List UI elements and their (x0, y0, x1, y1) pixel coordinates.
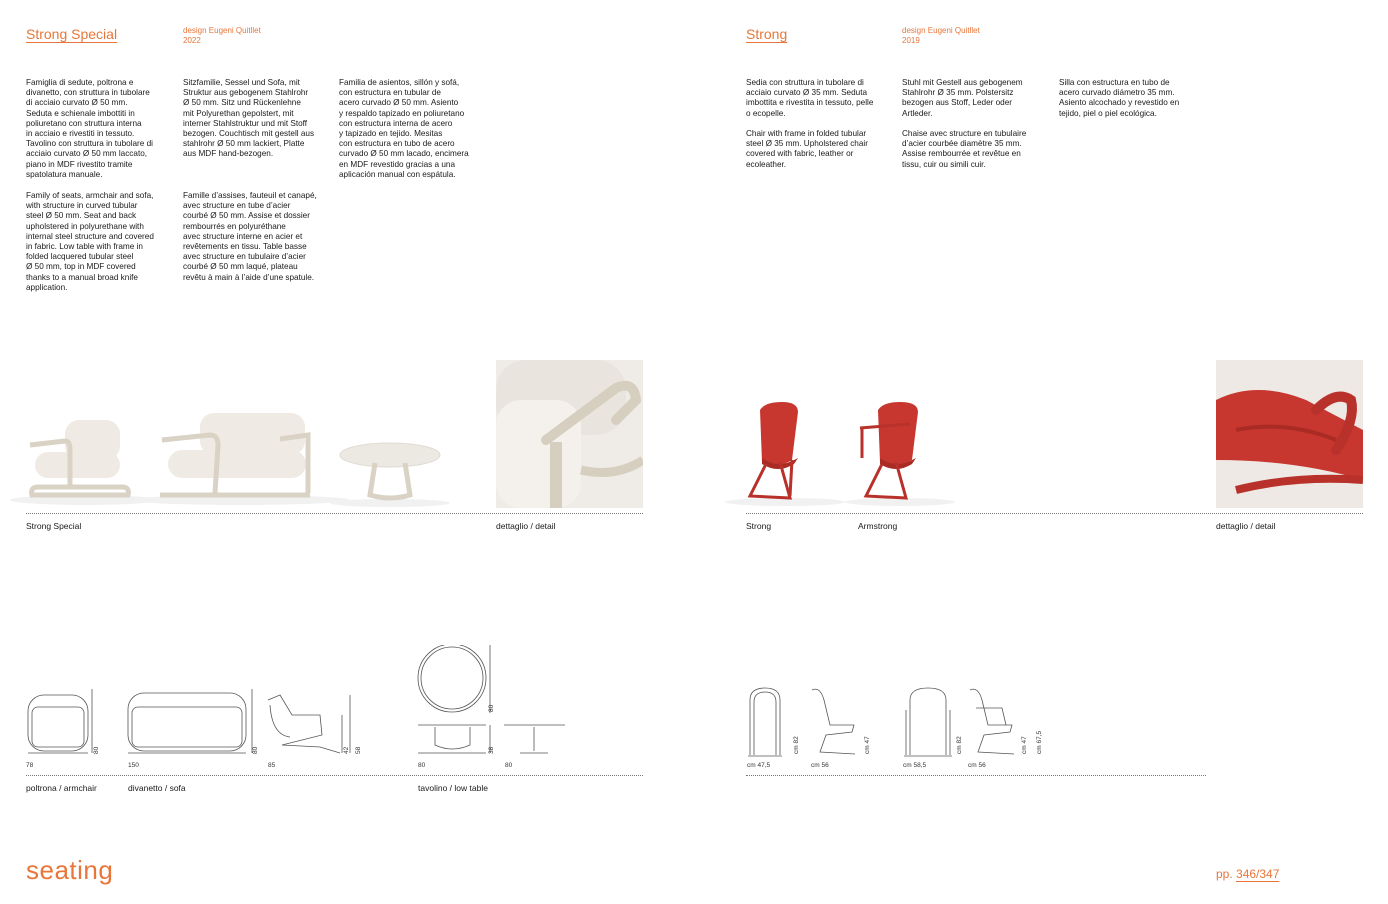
page-numbers (1216, 867, 1279, 881)
description-french: Famille d’assises, fauteuil et canapé, avec structure en tube d’acier courbé Ø 50 mm. Assise et dossier rembourrés en polyuréthane avec structure interne en acier et revêtements en tissu. Table basse avec structure en tubulaire d’acier courbé Ø 50 mm laqué, plateau revêtu à main à l’aide d’une spatule. (183, 191, 317, 282)
dim-table-height: 38 (488, 746, 495, 754)
table-top-drawing (418, 645, 490, 713)
caption-strong: Strong (746, 521, 772, 531)
dim-side-total-height: 58 (355, 746, 362, 754)
strong-special-detail-photo (496, 360, 643, 508)
armstrong-front-drawing (904, 688, 952, 756)
armstrong-side-drawing (970, 689, 1014, 754)
armstrong-chair-image (860, 402, 918, 498)
dim-sofa-width: 150 (128, 762, 139, 769)
divider-drawings-right (746, 775, 1206, 776)
divider-drawings-left (26, 775, 643, 776)
armchair-image (30, 420, 128, 495)
divider-photos-right (746, 513, 1363, 514)
page-prefix: pp. (1216, 867, 1233, 881)
sofa-front-drawing (128, 689, 252, 753)
description-english: Family of seats, armchair and sofa, with structure in curved tubular steel Ø 50 mm. Seat and back upholstered in polyurethane with internal steel structure and covered in fabric. Low table with frame in folded lacquered tubular steel Ø 50 mm, top in MDF covered thanks to a manual broad knife application. (26, 191, 154, 292)
divider-photos-left (26, 513, 643, 514)
caption-sofa: divanetto / sofa (128, 783, 186, 793)
strong-special-technical-drawings (20, 645, 580, 760)
strong-technical-drawings (740, 680, 1060, 760)
dim-side-depth: 85 (268, 762, 276, 769)
designer-name: design Eugeni Quitllet (183, 26, 261, 35)
dim-strong-width: cm 47,5 (747, 762, 771, 769)
caption-strong-special: Strong Special (26, 521, 82, 531)
caption-low-table: tavolino / low table (418, 783, 488, 793)
dim-sofa-height: 80 (252, 746, 259, 754)
section-label: seating (26, 855, 114, 885)
dim-table-width-2: 80 (505, 762, 513, 769)
dim-armstrong-height: cm 82 (956, 736, 963, 754)
design-year-right: 2019 (902, 36, 920, 45)
description-italian-right: Sedia con struttura in tubolare di acciaio curvato Ø 35 mm. Seduta imbottita e rivestita in tessuto, pelle o ecopelle. (746, 78, 874, 118)
dim-armchair-width: 78 (26, 762, 34, 769)
strong-special-family-photo (10, 395, 480, 510)
dim-strong-depth: cm 56 (811, 762, 829, 769)
chair-side-drawing (268, 695, 350, 753)
strong-front-drawing (748, 688, 782, 756)
armchair-front-drawing (28, 689, 92, 753)
page-range: 346/347 (1236, 867, 1280, 881)
description-spanish-right: Silla con estructura en tubo de acero curvado diámetro 35 mm. Asiento alcochado y revestido en tejido, piel o piel ecológica. (1059, 78, 1180, 118)
strong-side-drawing (812, 689, 855, 754)
description-french-right: Chaise avec structure en tubulaire d’acier courbée diamètre 35 mm. Assise rembourrée et revêtue en tissu, cuir ou simili cuir. (902, 129, 1027, 169)
caption-detail-left: dettaglio / detail (496, 521, 556, 531)
dim-side-seat-height: 42 (343, 746, 350, 754)
dim-armstrong-seat-height: cm 47 (1021, 736, 1028, 754)
strong-chair-image (750, 402, 798, 498)
dim-table-diameter: 80 (488, 704, 495, 712)
low-table-image (340, 443, 440, 498)
dim-table-width-1: 80 (418, 762, 426, 769)
description-english-right: Chair with frame in folded tubular steel Ø 35 mm. Upholstered chair covered with fabric, leather or ecoleather. (746, 129, 868, 169)
caption-armstrong: Armstrong (858, 521, 898, 531)
caption-detail-right: dettaglio / detail (1216, 521, 1276, 531)
dim-armstrong-depth: cm 56 (968, 762, 986, 769)
design-year: 2022 (183, 36, 201, 45)
description-italian: Famiglia di sedute, poltrona e divanetto, con struttura in tubolare di acciaio curvato Ø 50 mm. Seduta e schienale imbottiti in poliuretano con struttura interna in acciaio e rivestiti in tessuto. Tavolino con struttura in tubolare di acciaio curvato Ø 50 mm laccato, piano in MDF rivestito tramite spatolatura manuale. (26, 78, 153, 179)
designer-credit-right (902, 26, 980, 46)
description-german: Sitzfamilie, Sessel und Sofa, mit Struktur aus gebogenem Stahlrohr Ø 50 mm. Sitz und Rückenlehne mit Polyurethan gepolstert, mit interner Stahlstruktur und mit Stoff bezogen. Couchtisch mit gestell aus stahlrohr Ø 50 mm lackiert, Platte aus MDF hand-bezogen. (183, 78, 315, 159)
designer-name-right: design Eugeni Quitllet (902, 26, 980, 35)
dim-strong-seat-height: cm 47 (864, 736, 871, 754)
caption-armchair: poltrona / armchair (26, 783, 97, 793)
strong-chairs-photo (720, 398, 960, 510)
designer-credit (183, 26, 261, 46)
description-spanish: Familia de asientos, sillón y sofá, con estructura en tubular de acero curvado Ø 50 mm. Asiento y respaldo tapizado en poliuretano con estructura interna de acero y tapizado en tejido. Mesitas con estructura en tubo de acero curvado Ø 50 mm lacado, encimera en MDF revestido gracias a una aplicación manual con espátula. (339, 78, 469, 179)
strong-detail-photo (1216, 360, 1363, 508)
product-title-strong: Strong (746, 26, 788, 42)
dim-strong-height: cm 82 (793, 736, 800, 754)
dim-armchair-height: 80 (93, 746, 100, 754)
product-title-strong-special: Strong Special (26, 26, 118, 42)
description-german-right: Stuhl mit Gestell aus gebogenem Stahlrohr Ø 35 mm. Polstersitz bezogen aus Stoff, Leder oder Artleder. (902, 78, 1023, 118)
sofa-image (160, 413, 310, 495)
dim-armstrong-width: cm 58,5 (903, 762, 927, 769)
dim-armstrong-arm-height: cm 67,5 (1036, 730, 1043, 754)
